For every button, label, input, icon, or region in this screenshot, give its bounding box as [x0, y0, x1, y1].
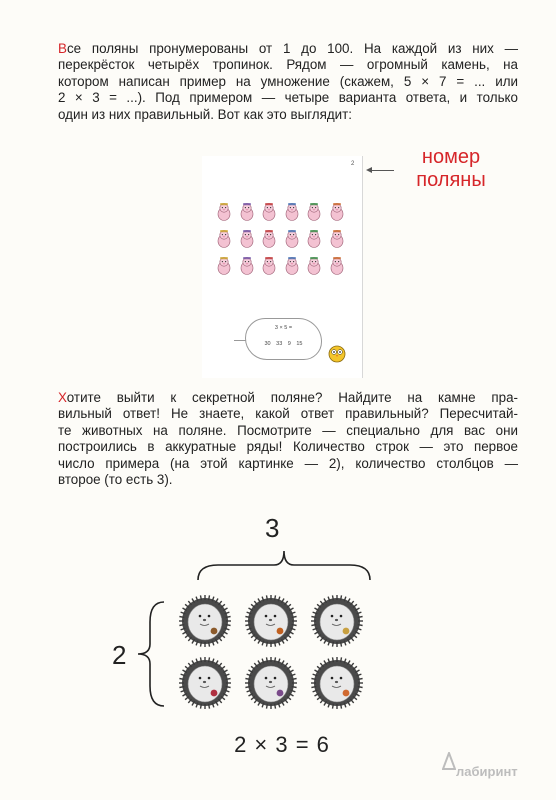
hedgehog-icon	[178, 594, 232, 648]
piglet-icon	[214, 202, 234, 222]
piglet-icon	[327, 229, 347, 249]
publisher-watermark: лабиринт	[456, 764, 518, 779]
instruction-line-5: число примера (на этой картинке — 2), количество столбцов —	[58, 455, 518, 471]
glade-page-number: 2	[351, 161, 355, 167]
answer-stone	[245, 318, 322, 360]
piglet-icon	[259, 256, 279, 276]
intro-line-1: Все поляны пронумерованы от 1 до 100. На каждой из них —	[58, 41, 518, 56]
intro-paragraph	[58, 41, 518, 123]
drop-cap: Х	[58, 390, 67, 405]
labirint-logo-icon	[442, 752, 456, 770]
pointer-arrow	[370, 170, 394, 171]
panel-edge	[362, 156, 363, 378]
drop-cap: В	[58, 41, 67, 56]
intro-line-5: один из них правильный. Вот как это выглядит:	[58, 106, 353, 122]
piglet-icon	[237, 229, 257, 249]
piglet-icon	[282, 229, 302, 249]
instruction-line-4: построились в аккуратные ряды! Количество строк — это первое	[58, 439, 518, 455]
piglet-icon	[304, 256, 324, 276]
piglet-icon	[259, 229, 279, 249]
intro-line-3: котором написан пример на умножение (скажем, 5 × 7 = ... или	[58, 73, 518, 89]
stone-question: 3 × 5 =	[274, 325, 293, 331]
hedgehog-icon	[310, 594, 364, 648]
columns-brace	[196, 548, 372, 582]
stone-answers: 30 33 9 15	[264, 341, 303, 347]
rows-brace	[136, 600, 166, 708]
piglet-icon	[282, 256, 302, 276]
columns-count: 3	[265, 513, 280, 543]
piglet-icon	[304, 229, 324, 249]
instruction-line-2: вильный ответ! Не знаете, какой ответ правильный? Пересчитай-	[58, 406, 518, 422]
rows-count: 2	[112, 640, 127, 670]
piglet-icon	[237, 256, 257, 276]
hedgehog-icon	[178, 656, 232, 710]
chick-icon	[326, 342, 348, 364]
hedgehog-icon	[244, 594, 298, 648]
piglet-icon	[327, 202, 347, 222]
multiplication-formula: 2 × 3 = 6	[234, 732, 330, 757]
glade-number-label: номер поляны	[416, 146, 486, 191]
instruction-line-1: Хотите выйти к секретной поляне? Найдите на камне пра-	[58, 390, 518, 405]
piglet-icon	[304, 202, 324, 222]
piglet-icon	[327, 256, 347, 276]
piglet-icon	[214, 229, 234, 249]
intro-line-4: 2 × 3 = ...). Под примером — четыре варианта ответа, и только	[58, 90, 518, 106]
instruction-line-3: те животных на поляне. Посмотрите — специально для вас они	[58, 422, 518, 438]
pointer-arrow-head	[366, 167, 372, 173]
hedgehog-icon	[244, 656, 298, 710]
instruction-paragraph	[58, 390, 518, 488]
piglet-icon	[282, 202, 302, 222]
hedgehog-icon	[310, 656, 364, 710]
instruction-line-6: второе (то есть 3).	[58, 472, 173, 488]
piglet-icon	[214, 256, 234, 276]
piglet-icon	[237, 202, 257, 222]
intro-line-2: перекрёсток четырёх тропинок. Рядом — огромный камень, на	[58, 57, 518, 73]
piglet-icon	[259, 202, 279, 222]
